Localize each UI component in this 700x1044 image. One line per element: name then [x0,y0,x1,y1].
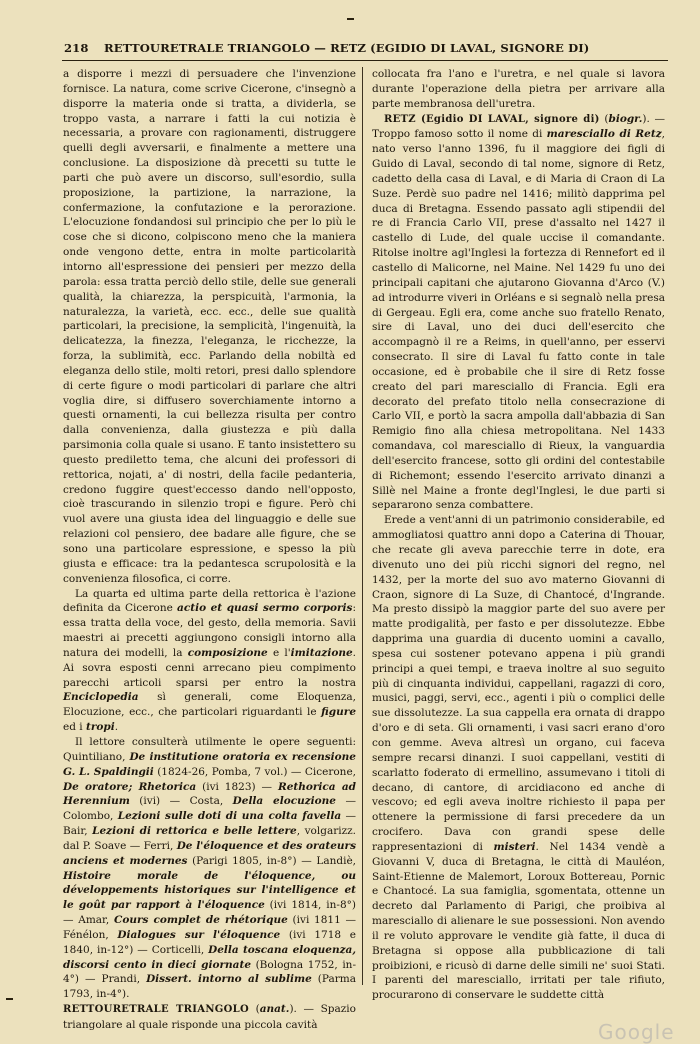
text-run: Il lettore consulterà utilmente le opere seguenti: Quintiliano, [63,735,356,763]
entry-headword: RETZ (Egidio DI LAVAL, signore di) [384,113,600,125]
text-run: , nato verso l'anno 1396, fu il maggiore dei figli di Guido di Laval, secondo di tal nome, signore di Retz, cadetto della casa di Laval, e di Maria di Craon di La Suze. Perdè suo padre nel 1416; militò dapprima pel duca di Bretagna. Essendo passato agli stipendii del re di Francia Carlo VII, prese d'assalto nel 1427 il castello di Lude, del quale uccise il comandante. Ritolse inoltre agl'Inglesi la fortezza di Rennefort ed il castello di Malicorne, nel Maine. Nel 1429 fu uno dei principali capitani che ajutarono Giovanna d'Arco (V.) ad introdurre viveri in Orléans e si segnalò nella presa di Gergeau. Egli era, come anche suo fratello Renato, sire di Laval, uno dei duci dell'esercito che accompagnò il re a Reims, in quell'anno, per esservi consecrato. Il sire di Laval fu fatto conte in tale occasione, ed è probabile che il sire di Retz fosse creato del pari maresciallo di Francia. Egli era decorato del prefato titolo nella consecrazione di Carlo VII, e portò la sacra ampolla dall'abbazia di San Remigio fino alla chiesa metropolitana. Nel 1433 comandava, col maresciallo di Rieux, la vanguardia dell'esercito francese, sotto gli ordini del contestabile di Richemont; essendo l'esercito arrivato dinanzi a Sillè nel Maine a fronte degl'Inglesi, le due parti si separarono senza combattere. [372,128,665,512]
italic-run: De institutione oratoria ex recensione G. L. Spaldingii [63,750,356,778]
header-rule [62,60,668,61]
text-run: e l' [267,646,291,659]
text-run: . [114,721,119,734]
left-column [63,67,356,1031]
italic-run: Dissert. intorno al sublime [146,973,312,986]
italic-run: Della toscana eloquenza, discorsi cento in dieci giornate [63,943,356,971]
entry-headword: RETTOURETRALE TRIANGOLO [63,1004,249,1016]
italic-run: anat. [259,1003,290,1016]
text-run: (ivi 1823) — [196,780,278,793]
text-run: (Bologna 1752, in-4°) — Prandi, [63,958,356,986]
italic-run: actio et quasi sermo corporis [177,602,353,615]
italic-run: Cours complet de rhétorique [113,914,288,927]
italic-run: maresciallo di Retz [546,128,662,141]
paragraph-continuation: collocata fra l'ano e l'uretra, e nel quale si lavora durante l'operazione della pietra per arrivare alla parte membranosa dell'uretra. [372,68,665,110]
top-dash-mark [347,18,354,20]
text-run: (ivi) — Costa, [129,795,233,808]
italic-run: misteri [493,840,536,853]
italic-run: Lezioni sulle doti di una colta favella [117,810,342,823]
italic-run: Histoire morale de l'éloquence, ou développements historiques sur l'intelligence et le goût par rapport à l'éloquence [63,869,356,912]
margin-mark [6,998,13,1000]
right-column [372,67,665,1002]
entry-rettouretrale [63,1002,356,1033]
text-run: : essa tratta della voce, del gesto, della memoria. Savii maestri ai precetti aggiungono consigli intorno alla natura dei modelli, la [63,602,356,659]
page-number: 218 [64,41,89,55]
text-run: — Bair, [63,810,356,838]
paragraph-disposition: a disporre i mezzi di persuadere che l'invenzione fornisce. La natura, come scrive Cicerone, c'insegnò a disporre la materia onde si tratta, a dividerla, se troppo vasta, a narrare i fatti la cui notizia è necessaria, a provare con ragionamenti, distruggere quelli degli avversarii, e finalmente a mettere una conclusione. La disposizione dà precetti su tutte le parti che può avere un discorso, sull'esordio, sulla proposizione, la partizione, la narrazione, la confermazione, la confutazione e la perorazione. L'elocuzione fondandosi sul principio che per lo più le cose che si dicono, colpiscono meno che la maniera onde vengono dette, entra in molte particolarità intorno all'espressione dei pensieri per mezzo della parola: essa tratta perciò dello stile, delle sue generali qualità, la chiarezza, la perspicuità, l'armonia, la naturalezza, la varietà, ecc. ecc., delle sue qualità particolari, la precisione, la semplicità, l'ingenuità, la delicatezza, la finezza, l'eleganza, le ricchezze, la forza, la sublimità, ecc. Parlando della nobiltà ed eleganza dello stile, molti retori, presi dallo splendore di certe figure o modi particolari di parlare che altri voglia dire, si diffusero soverchiamente intorno a questi ornamenti, la cui bellezza risulta per contro dalla convenienza, dalla giustezza e più dalla parsimonia colla quale si usano. E tanto insistettero su questo prediletto tema, che alcuni dei professori di rettorica, nojati, a' di nostri, della facile pedanteria, credono fuggire quest'eccesso dando nell'opposto, cioè trascurando in silenzio tropi e figure. Però chi vuol avere una giusta idea del linguaggio e delle sue relazioni col pensiero, dee badare alle figure, che se sono una particolare espressione, e spesso la più giusta e efficace: tra la pedantesca scrupolosità e la convenienza filosofica, ci corre. [63,68,356,585]
text-run: . Ai sovra esposti cenni arrecano pieu compimento parecchi articoli sparsi per entro la nostra [63,646,356,689]
scan-watermark: Google [598,1020,675,1044]
text-run: ). — Troppo famoso sotto il nome di [372,112,665,141]
text-run: ). — Spazio triangolare al quale risponde una piccola cavità [63,1003,356,1031]
text-run: (ivi 1811 — Fénélon, [63,914,356,941]
italic-run: imitazione [290,646,353,659]
text-run: (Parma 1793, in-4°). [63,973,356,1001]
italic-run: tropi [85,721,115,734]
running-title: RETTOURETRALE TRIANGOLO — RETZ (EGIDIO DI LAVAL, SIGNORE DI) [104,41,590,55]
italic-run: composizione [187,646,268,659]
italic-run: biogr. [608,112,643,125]
running-header [64,41,664,55]
text-run: Erede a vent'anni di un patrimonio considerabile, ed ammogliatosi quattro anni dopo a Caterina di Thouar, che recate gli aveva parecchie terre in dote, era divenuto uno dei più ricchi signori del regno, nel 1432, per la morte del suo avo materno Giovanni di Craon, signore di La Suze, di Chantocé, d'Ingrande. Ma presto dissipò la maggior parte del suo avere per matte prodigalità, per fasto e per dissolutezze. Ebbe dapprima una guardia di ducento uomini a cavallo, spesa cui sostener potevano appena i più grandi principi a quei tempi, e traeva inoltre al suo seguito più di cinquanta individui, cappellani, ragazzi di coro, musici, paggi, servi, ecc., agenti i più o complici delle sue dissolutezze. La sua cappella era ornata di drappo d'oro e di seta. Gli ornamenti, i vasi sacri erano d'oro con gemme. Aveva altresì un organo, cui faceva sempre recarsi dinanzi. I suoi cappellani, vestiti di scarlatto foderato di ermellino, assumevano i titoli di decano, di cantore, di arcidiacono ed anche di vescovo; ed egli aveva inoltre richiesto il papa per ottenere la permissione di farsi precedere da un crocifero. Dava con grandi spese delle rappresentazioni di [372,514,665,853]
italic-run: Rethorica ad Herennium [63,780,356,808]
text-run: ( [599,112,609,125]
italic-run: De l'éloquence et des orateurs anciens et modernes [63,839,356,867]
italic-run: figure [321,706,356,719]
italic-run: Dialogues sur l'éloquence [117,928,281,941]
text-run: , volgarizz. dal P. Soave — Ferri, [63,825,356,852]
italic-run: De oratore; Rhetorica [63,780,197,793]
italic-run: Della elocuzione [232,795,336,808]
text-run: (ivi 1814, in-8°) — Amar, [63,899,356,927]
text-run: — Colombo, [63,795,356,823]
entry-retz [372,112,665,514]
text-run: (1824-26, Pomba, 7 vol.) — Cicerone, [153,765,356,778]
text-run: . Nel 1434 vendè a Giovanni V, duca di Bretagna, le città di Mauléon, Saint-Etienne de Malemort, Loroux Bottereau, Pornic e Chantocé. La sua famiglia, sgomentata, ottenne un decreto dal Parlamento di Parigi, che proibiva al maresciallo di alienare le sue possessioni. Non avendo il re voluto approvare le vendite già fatte, il duca di Bretagna si oppose alla pubblicazione di tali proibizioni, e ricusò di darne delle simili ne' suoi Stati. I parenti del maresciallo, irritati per tale rifiuto, procurarono di conservare le suddette città [372,840,665,1002]
text-run: (ivi 1718 e 1840, in-12°) — Corticelli, [63,928,356,956]
column-divider [362,67,363,985]
paragraph-bibliography [63,735,356,1002]
text-run: (Parigi 1805, in-8°) — Landiè, [187,854,356,867]
italic-run: Lezioni di rettorica e belle lettere [92,825,297,838]
paragraph-heir [372,513,665,1003]
text-run: ( [248,1003,260,1016]
paragraph-action [63,587,356,735]
italic-run: Enciclopedia [63,691,139,704]
text-run: sì generali, come Eloquenza, Elocuzione, ecc., che particolari riguardanti le [63,691,356,719]
text-run: La quarta ed ultima parte della rettorica è l'azione definita da Cicerone [63,587,356,615]
text-run: ed i [63,721,86,734]
